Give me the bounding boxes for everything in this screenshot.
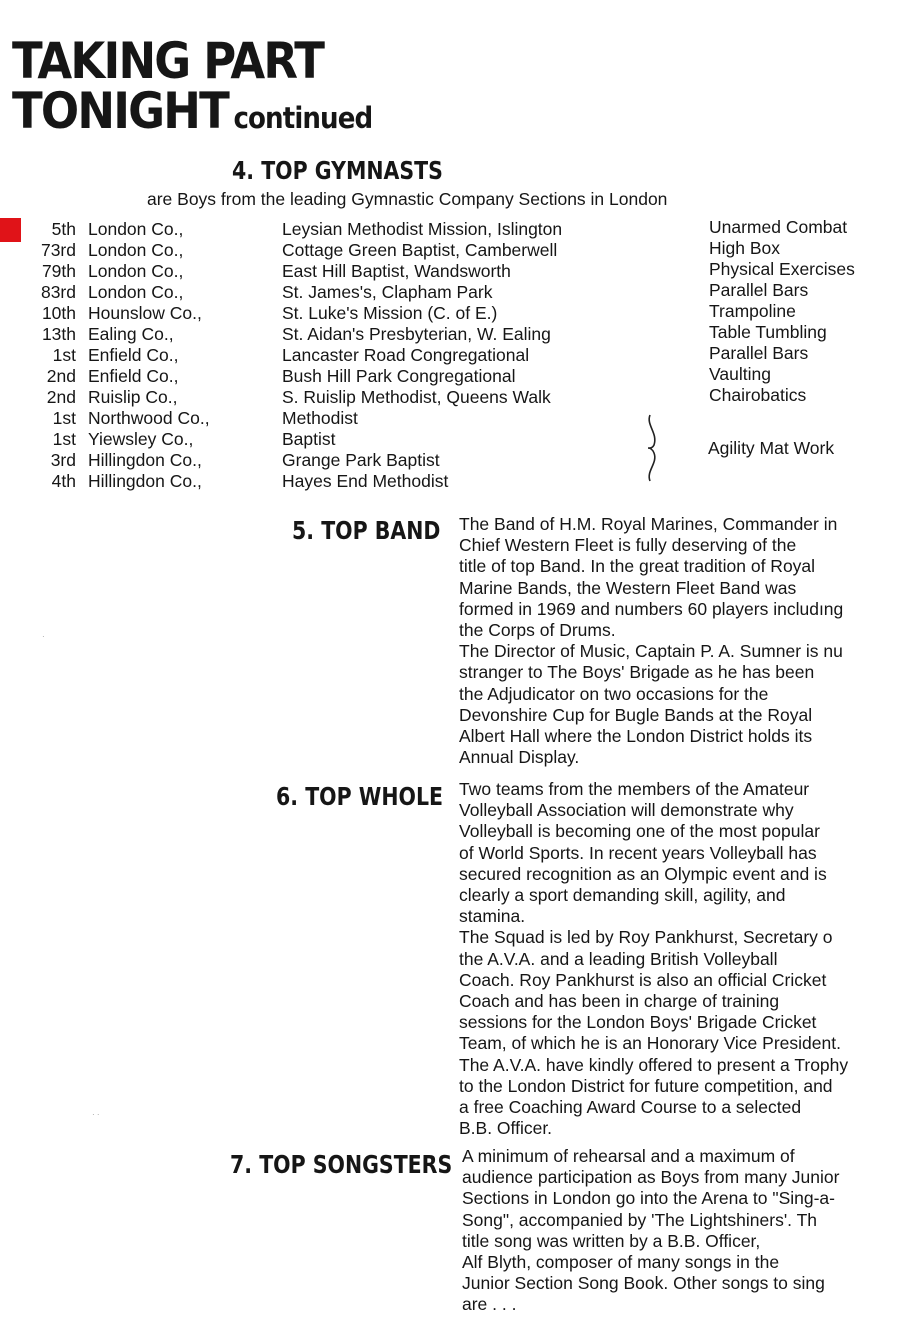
company-number: 1st <box>52 408 76 428</box>
church-name: Methodist <box>282 408 358 428</box>
company-name: London Co., <box>88 219 184 239</box>
agility-event: Agility Mat Work <box>708 438 835 458</box>
songsters-heading: 7. TOP SONGSTERS <box>230 1150 453 1179</box>
company-name: Northwood Co., <box>88 408 210 428</box>
company-number: 2nd <box>46 387 76 407</box>
table-row <box>0 471 640 492</box>
company-name: Ealing Co., <box>88 324 174 344</box>
title-line-2-text: TONIGHT <box>12 82 229 140</box>
company-name: London Co., <box>88 282 184 302</box>
church-name: Lancaster Road Congregational <box>282 345 530 365</box>
event-item: Chairobatics <box>709 385 807 405</box>
event-item: Physical Exercises <box>709 259 855 279</box>
company-name: Yiewsley Co., <box>88 429 194 449</box>
church-name: Bush Hill Park Congregational <box>282 366 516 386</box>
event-item: Vaulting <box>709 364 771 384</box>
event-item: Table Tumbling <box>709 322 827 342</box>
company-number: 79th <box>41 261 76 281</box>
print-speck: · <box>42 632 45 641</box>
company-number: 1st <box>52 429 76 449</box>
title-continued: continued <box>233 101 373 135</box>
table-row <box>0 345 640 366</box>
company-name: Ruislip Co., <box>88 387 178 407</box>
company-number: 3rd <box>50 450 76 470</box>
whole-text: Two teams from the members of the Amateur Volleyball Association will demonstrate why Volleyball is becoming one of the most popular of World Sports. In recent years Volleyball has secured recognition as an Olympic event and is clearly a sport demanding skill, agility, and stamina. The Squad is led by Roy Pankhurst, Secretary o the A.V.A. and a leading British Volleyball Coach. Roy Pankhurst is also an official Cricket Coach and has been in charge of training sessions for the London Boys' Brigade Cricket Team, of which he is an Honorary Vice President. The A.V.A. have kindly offered to present a Trophy to the London District for future competition, and a free Coaching Award Course to a selected B.B. Officer. <box>459 779 849 1139</box>
gymnastic-events-list <box>709 217 899 406</box>
gymnasts-heading: 4. TOP GYMNASTS <box>232 156 443 185</box>
event-item: Parallel Bars <box>709 343 809 363</box>
band-heading: 5. TOP BAND <box>292 516 441 545</box>
company-number: 83rd <box>40 282 76 302</box>
table-row <box>0 303 640 324</box>
church-name: Leysian Methodist Mission, Islington <box>282 219 563 239</box>
whole-heading: 6. TOP WHOLE <box>276 782 444 811</box>
gymnasts-subtitle: are Boys from the leading Gymnastic Company Sections in London <box>147 189 668 209</box>
table-row <box>0 408 640 429</box>
table-row <box>0 387 640 408</box>
band-text: The Band of H.M. Royal Marines, Commander in Chief Western Fleet is fully deserving of the title of top Band. In the great tradition of Royal Marine Bands, the Western Fleet Band was formed in 1969 and numbers 60 players includıng the Corps of Drums. The Director of Music, Captain P. A. Sumner is nu stranger to The Boys' Brigade as he has been the Adjudicator on two occasions for the Devonshire Cup for Bugle Bands at the Royal Albert Hall where the London District holds its Annual Display. <box>459 514 844 768</box>
company-name: Hillingdon Co., <box>88 471 202 491</box>
company-name: Enfield Co., <box>88 345 179 365</box>
table-row <box>0 450 640 471</box>
church-name: St. James's, Clapham Park <box>282 282 493 302</box>
company-number: 4th <box>51 471 76 491</box>
page-title <box>12 32 373 143</box>
print-speck: · · <box>92 1110 100 1119</box>
table-row <box>0 429 640 450</box>
brace-icon <box>640 413 666 483</box>
church-name: Baptist <box>282 429 336 449</box>
event-item: Trampoline <box>709 301 796 321</box>
table-row <box>0 240 640 261</box>
table-row <box>0 366 640 387</box>
company-name: Hounslow Co., <box>88 303 202 323</box>
company-name: Hillingdon Co., <box>88 450 202 470</box>
gymnasts-table <box>0 219 640 492</box>
table-row <box>0 324 640 345</box>
church-name: St. Aidan's Presbyterian, W. Ealing <box>282 324 551 344</box>
table-row <box>0 282 640 303</box>
table-row <box>0 261 640 282</box>
church-name: Cottage Green Baptist, Camberwell <box>282 240 558 260</box>
title-line-2 <box>12 82 373 143</box>
company-number: 2nd <box>46 366 76 386</box>
title-line-1: TAKING PART <box>12 32 324 90</box>
event-item: Parallel Bars <box>709 280 809 300</box>
church-name: Hayes End Methodist <box>282 471 449 491</box>
event-item: Unarmed Combat <box>709 217 848 237</box>
company-number: 5th <box>51 219 76 239</box>
company-name: Enfield Co., <box>88 366 179 386</box>
company-name: London Co., <box>88 240 184 260</box>
songsters-text: A minimum of rehearsal and a maximum of audience participation as Boys from many Junior Sections in London go into the Arena to "Sing-a- Song", accompanied by 'The Lightshiners'. Th title song was written by a B.B. Officer, Alf Blyth, composer of many songs in the Junior Section Song Book. Other songs to sing are . . . <box>462 1146 840 1315</box>
church-name: S. Ruislip Methodist, Queens Walk <box>282 387 551 407</box>
company-number: 10th <box>41 303 76 323</box>
church-name: East Hill Baptist, Wandsworth <box>282 261 511 281</box>
company-number: 1st <box>52 345 76 365</box>
company-number: 13th <box>41 324 76 344</box>
church-name: St. Luke's Mission (C. of E.) <box>282 303 498 323</box>
event-item: High Box <box>709 238 781 258</box>
church-name: Grange Park Baptist <box>282 450 440 470</box>
company-name: London Co., <box>88 261 184 281</box>
company-number: 73rd <box>40 240 76 260</box>
table-row <box>0 219 640 240</box>
